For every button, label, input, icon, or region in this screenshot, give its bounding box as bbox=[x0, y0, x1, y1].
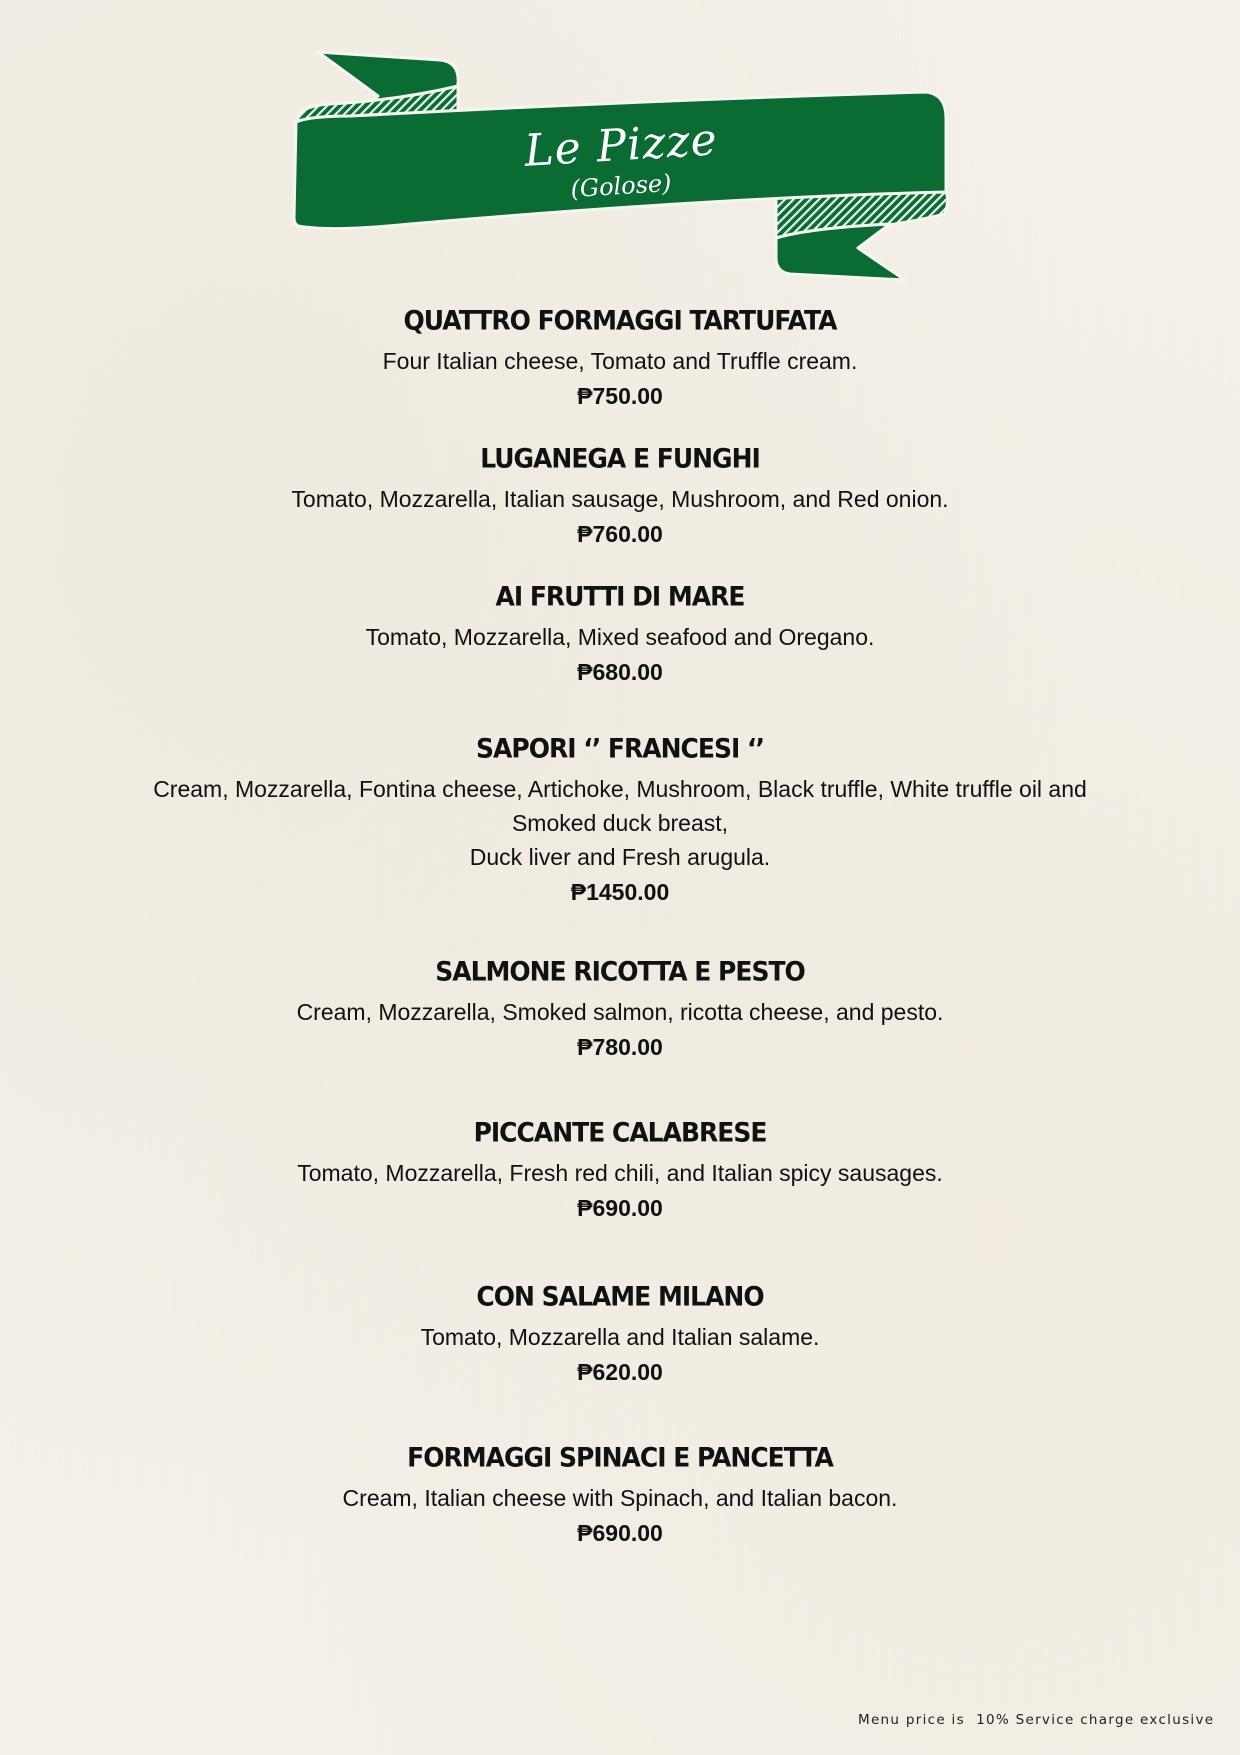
menu-item-description: Tomato, Mozzarella, Fresh red chili, and Italian spicy sausages. bbox=[297, 1160, 943, 1186]
menu-item-price: ₱750.00 bbox=[577, 383, 663, 409]
menu-item-description: Tomato, Mozzarella and Italian salame. bbox=[420, 1324, 820, 1350]
menu-item-name: PICCANTE CALABRESE bbox=[473, 1116, 767, 1149]
menu-item-name: LUGANEGA E FUNGHI bbox=[480, 442, 760, 475]
menu-item-price: ₱690.00 bbox=[577, 1195, 663, 1221]
menu-item-price: ₱680.00 bbox=[577, 659, 663, 685]
banner-subtitle: (Golose) bbox=[569, 168, 673, 204]
menu-item-price: ₱760.00 bbox=[577, 521, 663, 547]
menu-item-price: ₱620.00 bbox=[577, 1359, 663, 1385]
menu-item bbox=[0, 1118, 1240, 1224]
menu-item-description: Four Italian cheese, Tomato and Truffle cream. bbox=[382, 348, 858, 374]
menu-item bbox=[0, 306, 1240, 412]
menu-item-description: Cream, Italian cheese with Spinach, and Italian bacon. bbox=[342, 1485, 898, 1511]
service-charge-note: Menu price is 10% Service charge exclusive bbox=[858, 1712, 1215, 1728]
menu-item-price: ₱690.00 bbox=[577, 1520, 663, 1546]
menu-item-name: QUATTRO FORMAGGI TARTUFATA bbox=[403, 304, 837, 337]
menu-item-description: Cream, Mozzarella, Smoked salmon, ricotta cheese, and pesto. bbox=[296, 999, 944, 1025]
menu-item-name: CON SALAME MILANO bbox=[476, 1280, 764, 1313]
menu-item bbox=[0, 1443, 1240, 1549]
menu-item-description: Cream, Mozzarella, Fontina cheese, Artichoke, Mushroom, Black truffle, White truffle oil and bbox=[153, 776, 1087, 802]
menu-item-name: SAPORI ‘’ FRANCESI ‘’ bbox=[476, 732, 764, 765]
menu-item bbox=[0, 957, 1240, 1063]
menu-item-description: Duck liver and Fresh arugula. bbox=[469, 844, 771, 870]
menu-item bbox=[0, 1282, 1240, 1388]
menu-item-price: ₱780.00 bbox=[577, 1034, 663, 1060]
menu-item-price: ₱1450.00 bbox=[570, 879, 670, 905]
menu-item-name: SALMONE RICOTTA E PESTO bbox=[435, 955, 805, 988]
menu-item bbox=[0, 582, 1240, 688]
header-banner bbox=[290, 48, 952, 284]
banner-title: Le Pizze bbox=[522, 114, 720, 177]
menu-item-description: Tomato, Mozzarella, Mixed seafood and Oregano. bbox=[365, 624, 875, 650]
menu-item-name: AI FRUTTI DI MARE bbox=[495, 580, 745, 613]
menu-item bbox=[0, 444, 1240, 550]
menu-item-description: Tomato, Mozzarella, Italian sausage, Mushroom, and Red onion. bbox=[291, 486, 949, 512]
menu-item-name: FORMAGGI SPINACI E PANCETTA bbox=[407, 1441, 833, 1474]
menu-item-description: Smoked duck breast, bbox=[511, 810, 729, 836]
menu-item bbox=[0, 734, 1240, 908]
